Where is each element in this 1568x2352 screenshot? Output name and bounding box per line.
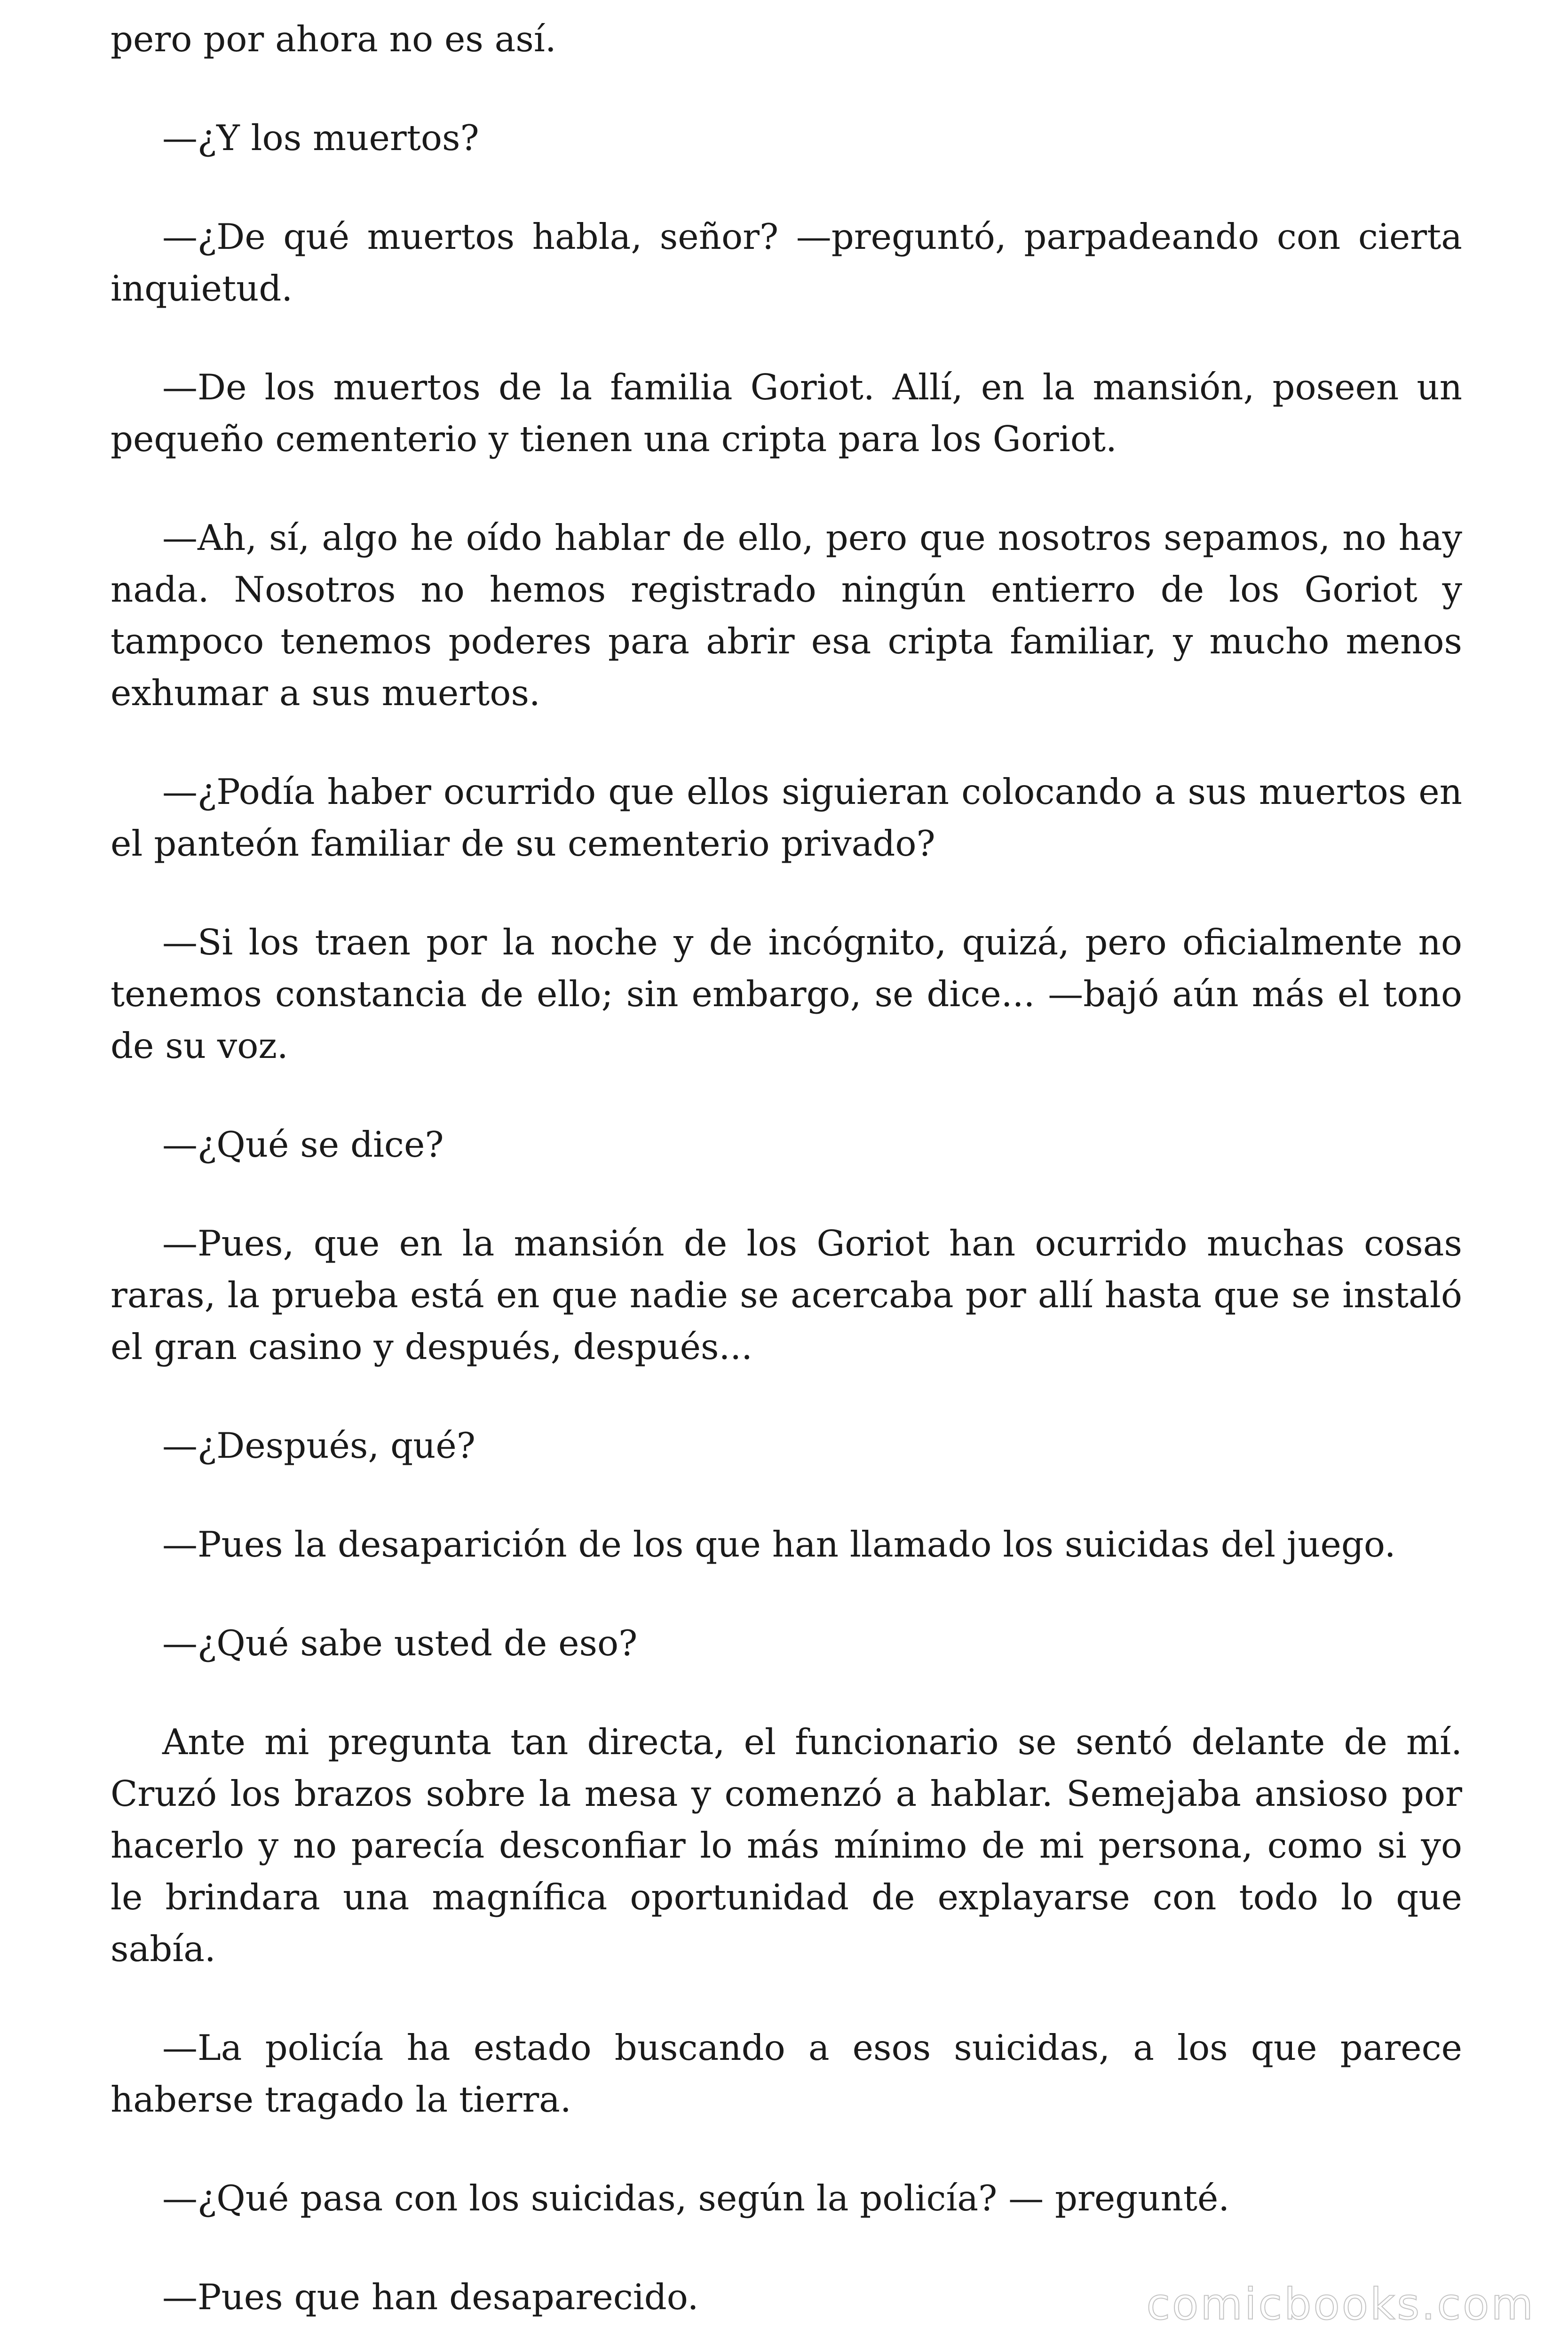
watermark-text: comicbooks.com xyxy=(1146,2279,1535,2329)
paragraph-4: —De los muertos de la familia Goriot. Allí, en la mansión, poseen un pequeño cementerio y tienen una cripta para los Goriot. xyxy=(111,366,1462,460)
paragraph-9: —Pues, que en la mansión de los Goriot han ocurrido muchas cosas raras, la prueba está en que nadie se acercaba por allí hasta que se instaló el gran casino y después, después... xyxy=(111,1223,1462,1367)
paragraph-11: —Pues la desaparición de los que han llamado los suicidas del juego. xyxy=(162,1524,1396,1565)
paragraph-6: —¿Podía haber ocurrido que ellos siguieran colocando a sus muertos en el panteón familiar de su cementerio privado? xyxy=(111,771,1462,864)
paragraph-3: —¿De qué muertos habla, señor? —preguntó, parpadeando con cierta inquietud. xyxy=(111,216,1462,309)
paragraph-2: —¿Y los muertos? xyxy=(162,117,479,159)
paragraph-14: —La policía ha estado buscando a esos suicidas, a los que parece haberse tragado la tierra. xyxy=(111,2027,1462,2120)
paragraph-13: Ante mi pregunta tan directa, el funcionario se sentó delante de mí. Cruzó los brazos sobre la mesa y comenzó a hablar. Semejaba ansioso por hacerlo y no parecía desconfiar lo más mínimo de mi persona, como si yo le brindara una magnífica oportunidad de explayarse con todo lo que sabía. xyxy=(111,1721,1462,1970)
book-page xyxy=(111,0,1462,2352)
paragraph-15: —¿Qué pasa con los suicidas, según la policía? — pregunté. xyxy=(162,2177,1230,2219)
paragraph-10: —¿Después, qué? xyxy=(162,1425,475,1466)
paragraph-1: pero por ahora no es así. xyxy=(111,18,556,60)
paragraph-16: —Pues que han desaparecido. xyxy=(162,2276,699,2318)
paragraph-7: —Si los traen por la noche y de incógnito, quizá, pero oficialmente no tenemos constancia de ello; sin embargo, se dice... —bajó aún más el tono de su voz. xyxy=(111,922,1462,1066)
paragraph-8: —¿Qué se dice? xyxy=(162,1124,444,1165)
paragraph-12: —¿Qué sabe usted de eso? xyxy=(162,1622,638,1664)
paragraph-5: —Ah, sí, algo he oído hablar de ello, pero que nosotros sepamos, no hay nada. Nosotros no hemos registrado ningún entierro de los Goriot y tampoco tenemos poderes para abrir esa cripta familiar, y mucho menos exhumar a sus muertos. xyxy=(111,517,1462,714)
